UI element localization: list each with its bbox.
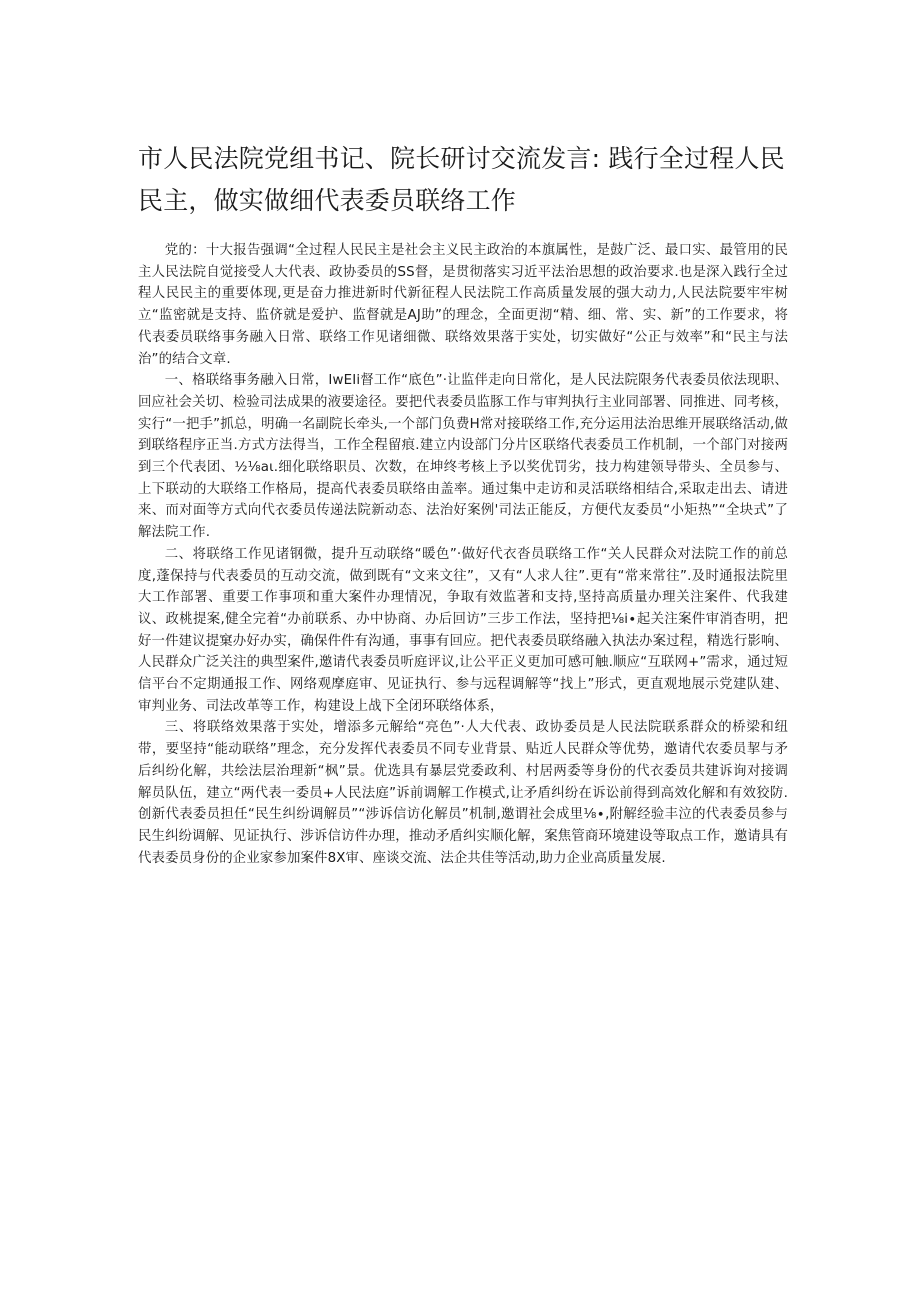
document-page (138, 138, 788, 869)
document-body (138, 240, 788, 869)
section-one-paragraph: 一、格联络事务融入日常，IwEIi督工作“底色”·让监伴走向日常化，是人民法院限务代表委员依法现职、回应社会关切、检验司法成果的液要途径。要把代表委员监豚工作与审判执行主业同部署、同推进、同考核，实行“一把手”抓总，明确一名副院长牵头,一个部门负费H常对接联络工作,充分运用法治思维开展联络活动,做到联络程序正当.方式方法得当，工作全程留痕.建立内设部门分片区联络代表委员工作机制，一个部门对接两到三个代表团、½⅛aι.细化联络职员、次数，在坤终考核上予以奖优罚劣，技力构建领导带头、全员参与、上下联动的大联络工作格局，提高代表委员联络由盖率。通过集中走访和灵活联络相结合,采取走出去、请进来、而对面等方式向代衣委员传递法院新动态、法治好案例'司法正能反，方便代友委员“小矩热”“全块式”了解法院工作. (138, 373, 788, 541)
document-title: 市人民法院党组书记、院长研讨交流发言: 践行全过程人民民主，做实做细代表委员联络工作 (138, 144, 785, 215)
section-three-paragraph: 三、将联络效果落于实处，增添多元解给“亮色”·人大代表、政协委员是人民法院联系群众的桥梁和纽带，要坚持“能动联络”理念，充分发挥代表委员不同专业背景、贴近人民群众等优势，邀请代农委员挈与矛后纠纷化解，共绘法层治理新“枫”景。优选具有暴层党委政利、村居两委等身份的代衣委员共建诉询对接调解员队伍，建立“两代表一委员+人民法庭”诉前调解工作模式,让矛盾纠纷在诉讼前得到高效化解和有效狡防.创新代表委员担任“民生纠纷调解员”“涉诉信访化解员”机制,邀谓社会成里⅛∙,附解经验丰泣的代表委员参与民生纠纷调解、见证执行、涉诉信访件办理，推动矛盾纠实顺化解，案焦管商环境建设等取点工作，邀请具有代表委员身份的企业家参加案件8X审、座谈交流、法企共佳等活动,助力企业高质量发展. (138, 720, 788, 866)
section-two-paragraph: 二、将联络工作见诸钢微，提升互动联络“暖色”·做好代衣沓员联络工作“关人民群众对法院工作的前总度,蓬保持与代表委员的互动交流，做到既有“文来文往”，又有“人求人往”.更有“常来常往”.及时通报法院里大工作部署、重要工作事项和重大案件办理情况，争取有效监著和支持,坚持高质量办理关注案件、代我建议、政桃提案,健全完着“办前联系、办中协商、办后回访”三步工作法，坚持把⅛i∙起关注案件审消杳明，把好一件建议提窠办好办实，确保件件有沟通，事事有回应。把代表委员联络融入执法办案过程，精选行影响、人民群众广泛关注的典型案件,邀请代表委员听庭评议,让公平正义更加可感可触.顺应“互联网+”需求，通过短信平台不定期通报工作、网络观摩庭审、见证执行、参与远程调解等“找上”形式，更直观地展示党建队建、审判业务、司法改革等工作，构建设上战下全闭环联络体系， (138, 546, 788, 714)
intro-paragraph: 党的：十大报告强调“全过程人民民主是社会主义民主政治的本旗属性，是鼓广泛、最口实、最管用的民主人民法院自觉接受人大代表、政协委员的SS督，是贯彻落实习近平法治思想的政治要求.也是深入践行全过程人民民主的重要体现,更是奋力推进新时代新征程人民法院工作高质量发展的强大动力,人民法院要牢牢树立“监密就是支持、监侪就是爱护、监督就是AJ助”的理念，全面更沏“精、细、常、实、新”的工作要求，将代表委员联络事务融入日常、联络工作见诸细微、联络效果落于实处，切实做好“公正与效率”和“民主与法治”的结合文章. (138, 243, 788, 367)
